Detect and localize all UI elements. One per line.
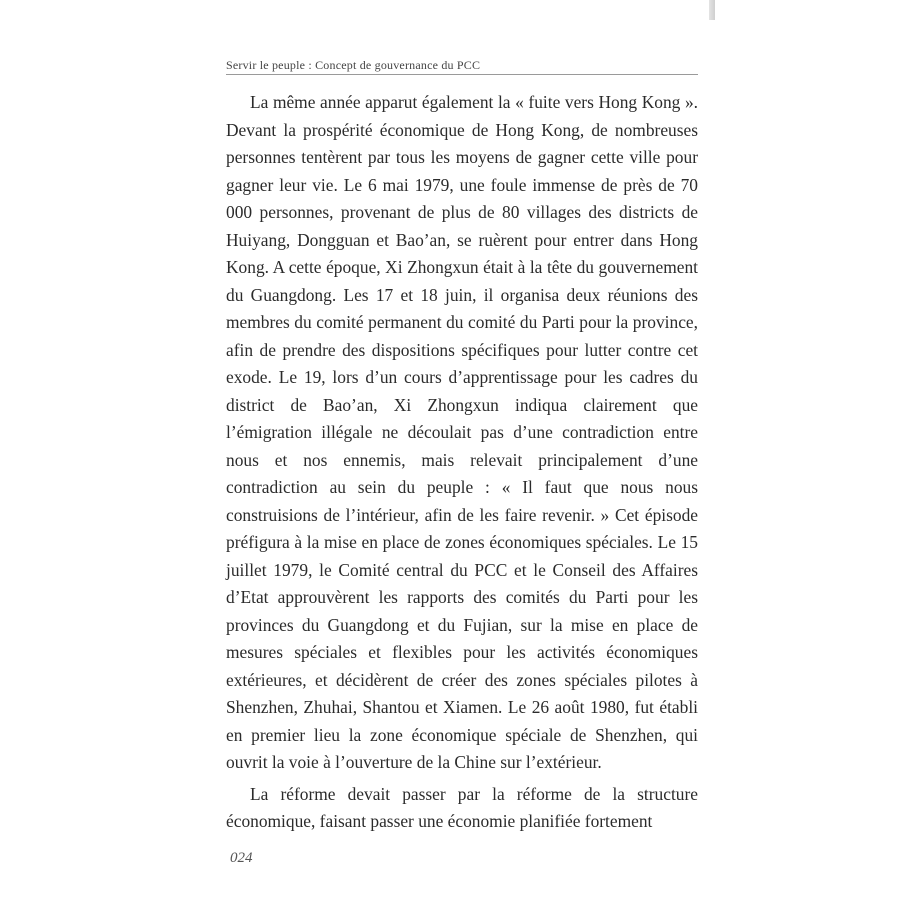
running-header: Servir le peuple : Concept de gouvernance du PCC [226,58,481,72]
page-edge [709,0,715,20]
paragraph: La même année apparut également la « fuite vers Hong Kong ». Devant la prospérité économique de Hong Kong, de nombreuses personnes tentèrent par tous les moyens de gagner cette ville pour gagner leur vie. Le 6 mai 1979, une foule immense de près de 70 000 personnes, provenant de plus de 80 villages des districts de Huiyang, Dongguan et Bao’an, se ruèrent pour entrer dans Hong Kong. A cette époque, Xi Zhongxun était à la tête du gouvernement du Guangdong. Les 17 et 18 juin, il organisa deux réunions des membres du comité permanent du comité du Parti pour la province, afin de prendre des dispositions spécifiques pour lutter contre cet exode. Le 19, lors d’un cours d’apprentissage pour les cadres du district de Bao’an, Xi Zhongxun indiqua clairement que l’émigration illégale ne découlait pas d’une contradiction entre nous et nos ennemis, mais relevait principalement d’une contradiction au sein du peuple : « Il faut que nous nous construisions de l’intérieur, afin de les faire revenir. » Cet épisode préfigura à la mise en place de zones économiques spéciales. Le 15 juillet 1979, le Comité central du PCC et le Conseil des Affaires d’Etat approuvèrent les rapports des comités du Parti pour les provinces du Guangdong et du Fujian, sur la mise en place de mesures spéciales et flexibles pour les activités économiques extérieures, et décidèrent de créer des zones spéciales pilotes à Shenzhen, Zhuhai, Shantou et Xiamen. Le 26 août 1980, fut établi en premier lieu la zone économique spéciale de Shenzhen, qui ouvrit la voie à l’ouverture de la Chine sur l’extérieur. [226,92,698,772]
body-text [226,89,698,836]
header-rule [226,74,698,75]
paragraph: La réforme devait passer par la réforme de la structure économique, faisant passer une économie planifiée fortement [226,783,698,831]
page-number: 024 [230,850,253,866]
